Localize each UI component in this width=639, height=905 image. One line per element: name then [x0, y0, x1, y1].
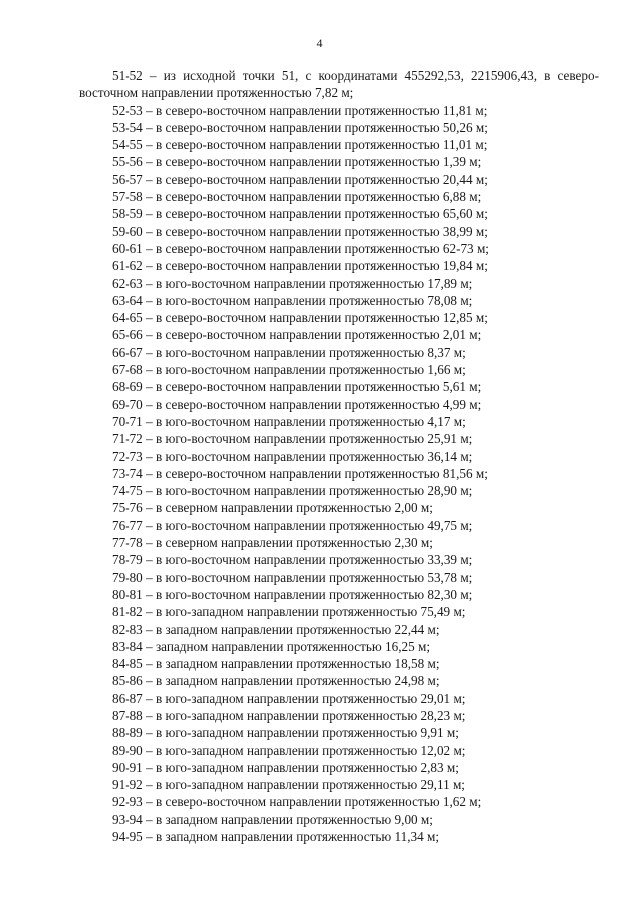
segment-line: 94-95 – в западном направлении протяженностью 11,34 м;: [112, 829, 440, 845]
segment-line: 88-89 – в юго-западном направлении протяженностью 9,91 м;: [112, 725, 459, 741]
intro-paragraph: 51-52 – из исходной точки 51, с координатами 455292,53, 2215906,43, в северо-восточном направлении протяженностью 7,82 м;: [79, 68, 599, 101]
segment-line: 83-84 – западном направлении протяженностью 16,25 м;: [112, 638, 431, 654]
segment-line: 85-86 – в западном направлении протяженностью 24,98 м;: [112, 673, 440, 689]
segment-line: 90-91 – в юго-западном направлении протяженностью 2,83 м;: [112, 759, 459, 775]
segment-line: 81-82 – в юго-западном направлении протяженностью 75,49 м;: [112, 604, 466, 620]
segment-list: [79, 102, 599, 846]
segment-line: 53-54 – в северо-восточном направлении протяженностью 50,26 м;: [112, 119, 488, 135]
segment-line: 60-61 – в северо-восточном направлении протяженностью 62-73 м;: [112, 240, 489, 256]
boundary-description: [79, 67, 599, 845]
segment-line: 75-76 – в северном направлении протяженностью 2,00 м;: [112, 500, 433, 516]
segment-line: 57-58 – в северо-восточном направлении протяженностью 6,88 м;: [112, 189, 482, 205]
segment-line: 89-90 – в юго-западном направлении протяженностью 12,02 м;: [112, 742, 466, 758]
segment-line: 86-87 – в юго-западном направлении протяженностью 29,01 м;: [112, 690, 466, 706]
segment-line: 62-63 – в юго-восточном направлении протяженностью 17,89 м;: [112, 275, 473, 291]
segment-line: 66-67 – в юго-восточном направлении протяженностью 8,37 м;: [112, 344, 466, 360]
segment-line: 79-80 – в юго-восточном направлении протяженностью 53,78 м;: [112, 569, 473, 585]
segment-line: 70-71 – в юго-восточном направлении протяженностью 4,17 м;: [112, 413, 466, 429]
segment-line: 93-94 – в западном направлении протяженностью 9,00 м;: [112, 811, 433, 827]
segment-line: 54-55 – в северо-восточном направлении протяженностью 11,01 м;: [112, 137, 488, 153]
segment-line: 67-68 – в юго-восточном направлении протяженностью 1,66 м;: [112, 362, 466, 378]
segment-line: 84-85 – в западном направлении протяженностью 18,58 м;: [112, 656, 440, 672]
segment-line: 73-74 – в северо-восточном направлении протяженностью 81,56 м;: [112, 465, 488, 481]
segment-line: 56-57 – в северо-восточном направлении протяженностью 20,44 м;: [112, 171, 488, 187]
segment-line: 65-66 – в северо-восточном направлении протяженностью 2,01 м;: [112, 327, 482, 343]
segment-line: 52-53 – в северо-восточном направлении протяженностью 11,81 м;: [112, 102, 488, 118]
segment-line: 59-60 – в северо-восточном направлении протяженностью 38,99 м;: [112, 223, 488, 239]
segment-line: 74-75 – в юго-восточном направлении протяженностью 28,90 м;: [112, 483, 473, 499]
segment-line: 61-62 – в северо-восточном направлении протяженностью 19,84 м;: [112, 258, 488, 274]
segment-line: 72-73 – в юго-восточном направлении протяженностью 36,14 м;: [112, 448, 473, 464]
segment-line: 82-83 – в западном направлении протяженностью 22,44 м;: [112, 621, 440, 637]
segment-line: 69-70 – в северо-восточном направлении протяженностью 4,99 м;: [112, 396, 482, 412]
segment-line: 58-59 – в северо-восточном направлении протяженностью 65,60 м;: [112, 206, 488, 222]
segment-line: 92-93 – в северо-восточном направлении протяженностью 1,62 м;: [112, 794, 482, 810]
segment-line: 91-92 – в юго-западном направлении протяженностью 29,11 м;: [112, 777, 465, 793]
segment-line: 76-77 – в юго-восточном направлении протяженностью 49,75 м;: [112, 517, 473, 533]
segment-line: 78-79 – в юго-восточном направлении протяженностью 33,39 м;: [112, 552, 473, 568]
segment-line: 71-72 – в юго-восточном направлении протяженностью 25,91 м;: [112, 431, 473, 447]
segment-line: 64-65 – в северо-восточном направлении протяженностью 12,85 м;: [112, 310, 488, 326]
segment-line: 87-88 – в юго-западном направлении протяженностью 28,23 м;: [112, 707, 466, 723]
segment-line: 55-56 – в северо-восточном направлении протяженностью 1,39 м;: [112, 154, 482, 170]
page-number: 4: [316, 36, 323, 50]
segment-line: 63-64 – в юго-восточном направлении протяженностью 78,08 м;: [112, 292, 473, 308]
segment-line: 80-81 – в юго-восточном направлении протяженностью 82,30 м;: [112, 586, 473, 602]
segment-line: 68-69 – в северо-восточном направлении протяженностью 5,61 м;: [112, 379, 482, 395]
segment-line: 77-78 – в северном направлении протяженностью 2,30 м;: [112, 535, 433, 551]
